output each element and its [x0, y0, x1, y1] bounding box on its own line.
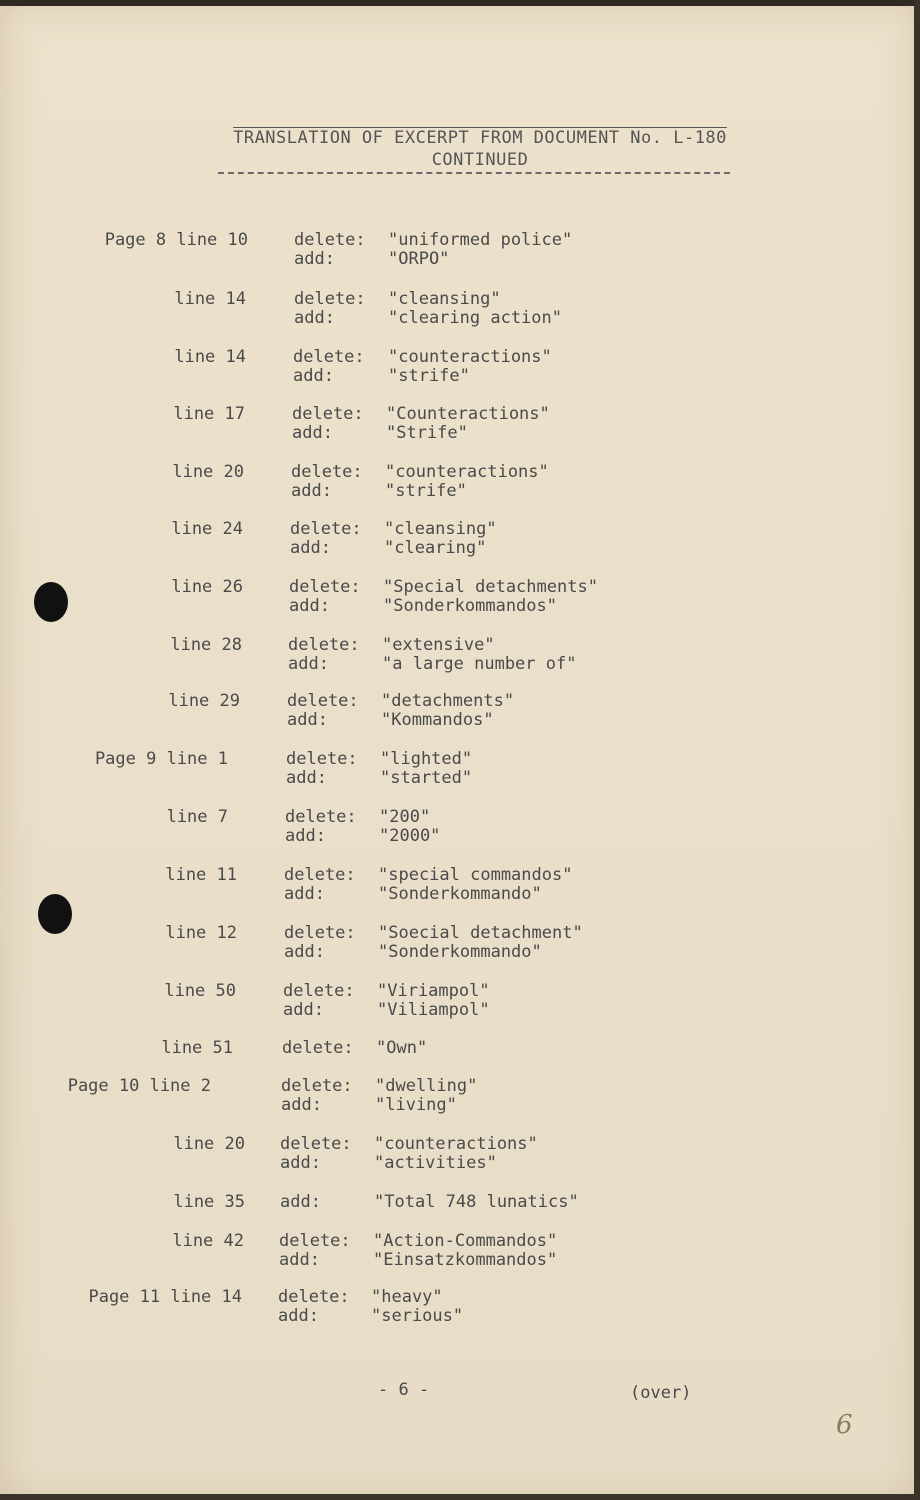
correction-text: "Sonderkommando": [378, 884, 542, 904]
action-label: add:: [291, 481, 332, 501]
action-label: delete:: [294, 230, 366, 250]
correction-text: "serious": [371, 1306, 464, 1326]
action-label: delete:: [292, 404, 364, 424]
action-label: delete:: [280, 1134, 352, 1154]
correction-text: "a large number of": [382, 654, 577, 674]
correction-text: "special commandos": [378, 865, 573, 885]
correction-text: "Viriampol": [377, 981, 490, 1001]
action-label: delete:: [284, 865, 356, 885]
line-reference: line 50: [164, 981, 236, 1001]
action-label: delete:: [294, 289, 366, 309]
header-dash-rule: [218, 172, 730, 174]
correction-text: "strife": [385, 481, 467, 501]
correction-text: "2000": [379, 826, 441, 846]
correction-text: "strife": [388, 366, 470, 386]
action-label: delete:: [278, 1287, 350, 1307]
correction-text: "Total 748 lunatics": [374, 1192, 579, 1212]
correction-text: "counteractions": [374, 1134, 538, 1154]
action-label: delete:: [287, 691, 359, 711]
action-label: add:: [290, 538, 331, 558]
correction-text: "started": [380, 768, 473, 788]
action-label: delete:: [283, 981, 355, 1001]
action-label: add:: [280, 1192, 321, 1212]
action-label: add:: [284, 942, 325, 962]
line-reference: line 11: [165, 865, 237, 885]
action-label: add:: [285, 826, 326, 846]
line-reference: Page 9 line 1: [94, 749, 228, 769]
line-reference: line 26: [171, 577, 243, 597]
correction-text: "detachments": [381, 691, 515, 711]
action-label: delete:: [288, 635, 360, 655]
line-reference: line 35: [173, 1192, 245, 1212]
action-label: add:: [292, 423, 333, 443]
action-label: add:: [294, 249, 335, 269]
action-label: delete:: [281, 1076, 353, 1096]
action-label: delete:: [284, 923, 356, 943]
correction-text: "cleansing": [384, 519, 497, 539]
line-reference: line 17: [173, 404, 245, 424]
action-label: add:: [288, 654, 329, 674]
correction-text: "Viliampol": [377, 1000, 490, 1020]
correction-text: "Soecial detachment": [378, 923, 583, 943]
action-label: add:: [284, 884, 325, 904]
action-label: delete:: [290, 519, 362, 539]
scan-edge-right: [914, 0, 920, 1500]
action-label: delete:: [282, 1038, 354, 1058]
correction-text: "Special detachments": [383, 577, 598, 597]
line-reference: Page 8 line 10: [104, 230, 248, 250]
action-label: add:: [283, 1000, 324, 1020]
correction-text: "Counteractions": [386, 404, 550, 424]
punch-hole: [38, 894, 72, 934]
action-label: add:: [286, 768, 327, 788]
correction-text: "uniformed police": [388, 230, 573, 250]
correction-text: "extensive": [382, 635, 495, 655]
line-reference: line 7: [166, 807, 228, 827]
correction-text: "ORPO": [388, 249, 450, 269]
action-label: add:: [280, 1153, 321, 1173]
action-label: add:: [281, 1095, 322, 1115]
correction-text: "counteractions": [385, 462, 549, 482]
line-reference: line 14: [174, 347, 246, 367]
correction-text: "activities": [374, 1153, 497, 1173]
correction-text: "living": [375, 1095, 457, 1115]
correction-text: "Own": [376, 1038, 428, 1058]
line-reference: line 28: [170, 635, 242, 655]
line-reference: line 14: [174, 289, 246, 309]
line-reference: Page 10 line 2: [67, 1076, 211, 1096]
document-subtitle: CONTINUED: [431, 150, 529, 170]
action-label: delete:: [286, 749, 358, 769]
correction-text: "Einsatzkommandos": [373, 1250, 558, 1270]
correction-text: "clearing action": [388, 308, 562, 328]
action-label: delete:: [285, 807, 357, 827]
line-reference: line 29: [168, 691, 240, 711]
action-label: add:: [294, 308, 335, 328]
action-label: add:: [289, 596, 330, 616]
correction-text: "Action-Commandos": [373, 1231, 558, 1251]
document-title: TRANSLATION OF EXCERPT FROM DOCUMENT No. L-180: [233, 128, 727, 148]
line-reference: line 20: [173, 1134, 245, 1154]
action-label: add:: [279, 1250, 320, 1270]
action-label: add:: [293, 366, 334, 386]
scan-edge-bottom: [0, 1494, 920, 1500]
correction-text: "counteractions": [388, 347, 552, 367]
correction-text: "200": [379, 807, 431, 827]
line-reference: line 51: [161, 1038, 233, 1058]
action-label: add:: [287, 710, 328, 730]
scan-edge-top: [0, 0, 920, 6]
line-reference: Page 11 line 14: [88, 1287, 242, 1307]
line-reference: line 24: [171, 519, 243, 539]
over-note: (over): [630, 1383, 692, 1403]
action-label: delete:: [289, 577, 361, 597]
action-label: add:: [278, 1306, 319, 1326]
correction-text: "Strife": [386, 423, 468, 443]
action-label: delete:: [291, 462, 363, 482]
page-number: - 6 -: [378, 1380, 430, 1400]
correction-text: "Sonderkommando": [378, 942, 542, 962]
correction-text: "Sonderkommandos": [383, 596, 557, 616]
action-label: delete:: [293, 347, 365, 367]
action-label: delete:: [279, 1231, 351, 1251]
line-reference: line 20: [172, 462, 244, 482]
handwritten-page-mark: 6: [836, 1410, 853, 1440]
correction-text: "heavy": [371, 1287, 443, 1307]
line-reference: line 12: [165, 923, 237, 943]
correction-text: "cleansing": [388, 289, 501, 309]
correction-text: "dwelling": [375, 1076, 478, 1096]
correction-text: "clearing": [384, 538, 487, 558]
line-reference: line 42: [172, 1231, 244, 1251]
correction-text: "lighted": [380, 749, 473, 769]
correction-text: "Kommandos": [381, 710, 494, 730]
punch-hole: [34, 582, 68, 622]
